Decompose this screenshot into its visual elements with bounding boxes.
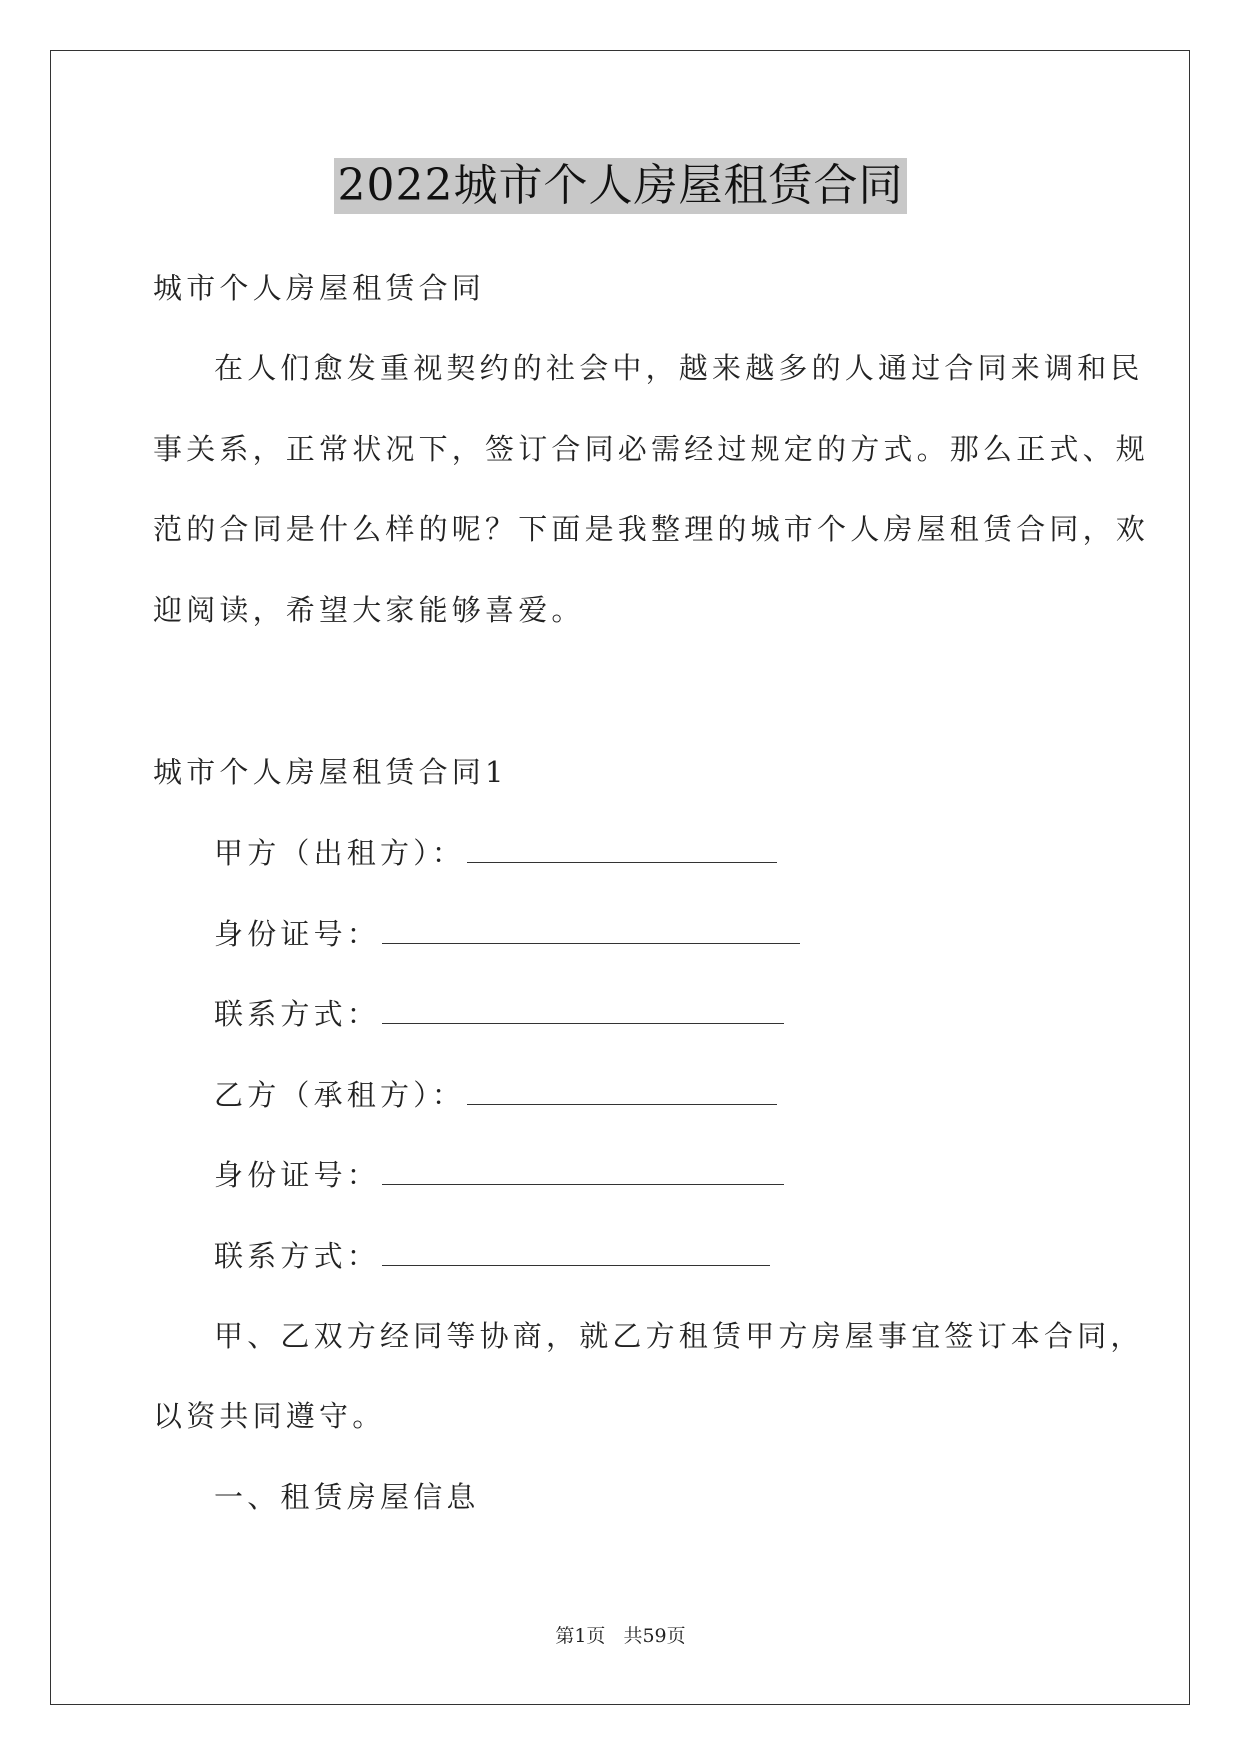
lessee-name-blank[interactable]	[467, 1074, 777, 1105]
field-label: 乙方（承租方）：	[214, 1078, 466, 1112]
field-row-lessee	[214, 1074, 777, 1115]
document-title: 2022城市个人房屋租赁合同	[334, 158, 908, 214]
intro-line: 在人们愈发重视契约的社会中，越来越多的人通过合同来调和民	[214, 351, 1144, 385]
field-row-lessee-contact	[214, 1235, 770, 1276]
page-number: 第1页	[555, 1625, 606, 1647]
document-subtitle: 城市个人房屋租赁合同	[153, 271, 486, 305]
field-label: 身份证号：	[214, 1158, 381, 1192]
agreement-line: 甲、乙双方经同等协商，就乙方租赁甲方房屋事宜签订本合同，	[214, 1319, 1144, 1353]
section-title: 城市个人房屋租赁合同1	[153, 755, 508, 789]
lessee-id-blank[interactable]	[382, 1154, 784, 1185]
clause-heading: 一、租赁房屋信息	[214, 1480, 480, 1514]
page-footer	[0, 1623, 1241, 1649]
lessor-name-blank[interactable]	[467, 832, 777, 863]
field-label: 联系方式：	[214, 997, 381, 1031]
title-container	[0, 158, 1241, 214]
field-label: 联系方式：	[214, 1239, 381, 1273]
field-row-lessor-id	[214, 913, 800, 954]
agreement-line: 以资共同遵守。	[153, 1399, 386, 1433]
lessor-contact-blank[interactable]	[382, 993, 784, 1024]
page-total: 共59页	[623, 1625, 686, 1647]
field-label: 甲方（出租方）：	[214, 836, 466, 870]
field-label: 身份证号：	[214, 917, 381, 951]
lessee-contact-blank[interactable]	[382, 1235, 770, 1266]
intro-line: 范的合同是什么样的呢？下面是我整理的城市个人房屋租赁合同，欢	[153, 512, 1150, 546]
lessor-id-blank[interactable]	[382, 913, 800, 944]
field-row-lessor-contact	[214, 993, 784, 1034]
intro-line: 迎阅读，希望大家能够喜爱。	[153, 593, 585, 627]
field-row-lessor	[214, 832, 777, 873]
intro-line: 事关系，正常状况下，签订合同必需经过规定的方式。那么正式、规	[153, 432, 1150, 466]
field-row-lessee-id	[214, 1154, 784, 1195]
